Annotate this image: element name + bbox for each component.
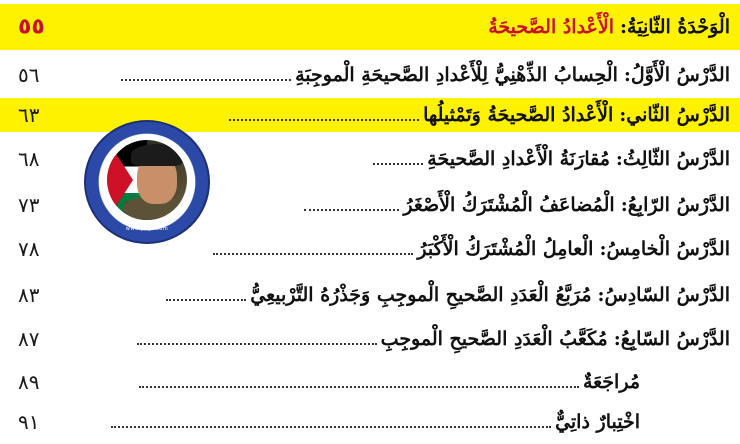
self-test-title: اخْتِبارٌ ذاتِيٌّ bbox=[555, 411, 640, 433]
toc-row-lesson-6[interactable] bbox=[0, 276, 740, 314]
toc-line bbox=[162, 284, 730, 306]
page-number: ٨٩ bbox=[18, 370, 40, 394]
page-number: ٦٨ bbox=[18, 147, 40, 171]
portrait-image bbox=[107, 140, 187, 220]
leader-dots bbox=[304, 205, 399, 211]
lesson-title: الْأَعْدادُ الصَّحيحَةُ وَتَمْثيلُها bbox=[423, 104, 614, 126]
lesson-label: الدَّرْسُ الثّالِثُ: bbox=[615, 148, 730, 170]
lesson-label: الدَّرْسُ السّابِعُ: bbox=[613, 328, 730, 350]
toc-row-review[interactable] bbox=[0, 364, 740, 400]
lesson-title: الْمُضاعَفُ الْمُشْتَرَكُ الْأَصْغَرُ bbox=[403, 194, 615, 216]
leader-dots bbox=[166, 295, 246, 301]
lesson-title: الْحِسابُ الذِّهْنِيُّ لِلْأَعْدادِ الصَّحيحَةِ الْموجِبَةِ bbox=[295, 64, 618, 86]
page-number: ٥٦ bbox=[18, 63, 40, 87]
lesson-label: الدَّرْسُ الثّاني: bbox=[619, 104, 730, 126]
toc-line bbox=[117, 64, 730, 86]
page-number: ٨٧ bbox=[18, 327, 40, 351]
lesson-label: الدَّرْسُ الْخامِسُ: bbox=[599, 238, 730, 260]
leader-dots bbox=[213, 249, 413, 255]
toc-line bbox=[133, 328, 730, 350]
toc-line bbox=[107, 411, 640, 433]
portrait-beret bbox=[131, 144, 183, 166]
toc-row-lesson-1[interactable] bbox=[0, 56, 740, 94]
lesson-title: مُرَبَّعُ الْعَدَدِ الصَّحيحِ الْموجِبِ وَجَذْرُهُ التَّرْبيعِيُّ bbox=[250, 284, 592, 306]
toc-line bbox=[300, 194, 730, 216]
unit-title-prefix: الْوَحْدَةُ الثّانِيَةُ: bbox=[620, 16, 730, 38]
leader-dots bbox=[137, 339, 377, 345]
toc-line bbox=[225, 104, 730, 126]
unit-title-line bbox=[488, 16, 730, 38]
page-number: ٦٣ bbox=[18, 103, 40, 127]
unit-header bbox=[0, 4, 740, 50]
page-number: ٧٨ bbox=[18, 237, 40, 261]
page-number: ٨٣ bbox=[18, 283, 40, 307]
lesson-label: الدَّرْسُ الرّابِعُ: bbox=[620, 194, 730, 216]
page-number: ٩١ bbox=[18, 410, 40, 434]
emblem-url: www.jo-js.com bbox=[125, 226, 169, 232]
leader-dots bbox=[111, 422, 551, 428]
page-number: ٧٣ bbox=[18, 193, 40, 217]
toc-line bbox=[209, 238, 730, 260]
toc-row-lesson-7[interactable] bbox=[0, 320, 740, 358]
lesson-label: الدَّرْسُ الْأَوَّلُ: bbox=[623, 64, 730, 86]
lesson-title: مُكَعَّبُ الْعَدَدِ الصَّحيحِ الْموجِبِ bbox=[380, 328, 608, 350]
leader-dots bbox=[139, 382, 579, 388]
watermark-emblem bbox=[84, 120, 210, 244]
leader-dots bbox=[229, 115, 419, 121]
toc-row-self-test[interactable] bbox=[0, 404, 740, 440]
review-title: مُراجَعَةٌ bbox=[582, 371, 640, 393]
unit-title-main: الْأَعْدادُ الصَّحيحَةُ bbox=[488, 16, 615, 38]
leader-dots bbox=[121, 75, 291, 81]
toc-line bbox=[135, 371, 640, 393]
lesson-label: الدَّرْسُ السّادِسُ: bbox=[597, 284, 730, 306]
lesson-title: الْعامِلُ الْمُشْتَرَكُ الْأَكْبَرُ bbox=[417, 238, 594, 260]
toc-line bbox=[369, 148, 730, 170]
unit-page-number: ٥٥ bbox=[18, 14, 45, 40]
lesson-title: مُقارَنَةُ الْأَعْدادِ الصَّحيحَةِ bbox=[427, 148, 610, 170]
leader-dots bbox=[373, 159, 423, 165]
